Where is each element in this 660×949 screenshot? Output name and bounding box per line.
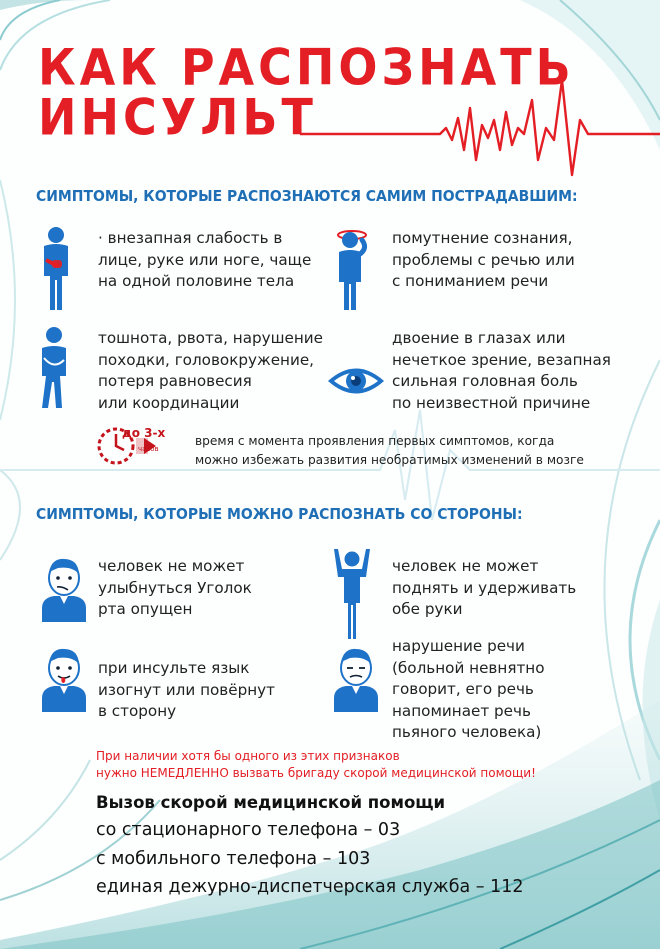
person-nausea-icon bbox=[34, 326, 74, 410]
face-drooping-icon bbox=[38, 556, 90, 622]
section1-heading: СИМПТОМЫ, КОТОРЫЕ РАСПОЗНАЮТСЯ САМИМ ПОСТРАДАВШИМ: bbox=[36, 187, 578, 205]
person-confusion-icon bbox=[330, 226, 374, 312]
sign-smile-text: человек не может улыбнуться Уголок рта опущен bbox=[98, 557, 252, 618]
call-landline: со стационарного телефона – 03 bbox=[96, 820, 401, 840]
section2-heading: СИМПТОМЫ, КОТОРЫЕ МОЖНО РАСПОЗНАТЬ СО СТОРОНЫ: bbox=[36, 505, 523, 523]
call-heading: Вызов скорой медицинской помощи bbox=[96, 793, 446, 812]
timer-text: время с момента проявления первых симптомов, когда можно избежать развития необратимых изменений в мозге bbox=[195, 434, 584, 467]
person-arms-raised-icon bbox=[330, 547, 374, 639]
face-speech-icon bbox=[330, 646, 382, 712]
symptom-nausea-text: тошнота, рвота, нарушение походки, головокружение, потеря равновесия или координации bbox=[98, 329, 324, 412]
person-weakness-icon bbox=[38, 226, 74, 312]
warning-text: При наличии хотя бы одного из этих признаков нужно НЕМЕДЛЕННО вызвать бригаду скорой медицинской помощи! bbox=[96, 749, 536, 780]
face-tongue-icon bbox=[38, 646, 90, 712]
symptom-confusion-text: помутнение сознания, проблемы с речью или с пониманием речи bbox=[392, 229, 575, 290]
eye-icon bbox=[326, 362, 386, 400]
sign-tongue-text: при инсульте язык изогнут или повёрнут в сторону bbox=[98, 659, 276, 720]
timer-label-bottom: часов bbox=[138, 445, 159, 453]
page-title-line2: ИНСУЛЬТ bbox=[38, 88, 317, 147]
call-mobile: с мобильного телефона – 103 bbox=[96, 849, 371, 869]
symptom-vision-text: двоение в глазах или нечеткое зрение, везапная сильная головная боль по неизвестной причине bbox=[392, 329, 611, 412]
page-title-line1: КАК РАСПОЗНАТЬ bbox=[38, 38, 575, 97]
timer-label-top: до 3-х bbox=[122, 426, 166, 440]
call-dispatch: единая дежурно-диспетчерская служба – 112 bbox=[96, 877, 524, 897]
sign-arms-text: человек не может поднять и удерживать обе руки bbox=[392, 557, 577, 618]
symptom-weakness-text: · внезапная слабость в лице, руке или ноге, чаще на одной половине тела bbox=[98, 229, 312, 290]
sign-speech-text: нарушение речи (больной невнятно говорит, его речь напоминает речь пьяного человека) bbox=[392, 637, 545, 741]
